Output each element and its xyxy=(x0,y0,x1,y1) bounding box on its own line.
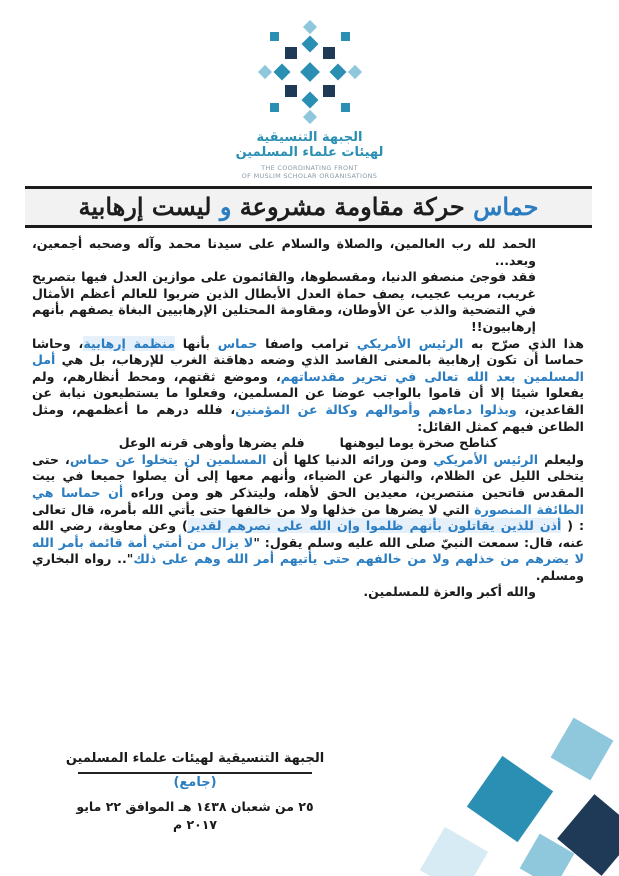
signature-date: ٢٥ من شعبان ١٤٣٨ هـ الموافق ٢٢ مايو ٢٠١٧ م xyxy=(76,799,314,832)
highlight-span: وبذلوا دماءهم وأموالهم وكالة عن المؤمنين xyxy=(235,401,517,417)
signature-short-name: (جامع) xyxy=(173,775,217,790)
org-name-ar-line1: الجبهة التنسيقية xyxy=(256,130,363,145)
body-paragraph-3 xyxy=(32,336,584,436)
highlight-span: الرئيس الأمريكي xyxy=(356,335,464,351)
quran-quote: أذن للذين يقاتلون بأنهم ظلموا وإن الله على نصرهم لقدير xyxy=(187,518,562,534)
org-name-en-line2: OF MUSLIM SCHOLAR ORGANISATIONS xyxy=(241,172,378,180)
highlight-span: حماس xyxy=(217,335,258,351)
org-name-ar-line2: لهيئات علماء المسلمين xyxy=(235,145,384,160)
closing-line: والله أكبر والعزة للمسلمين. xyxy=(363,584,536,600)
text-span: هذا الذي صرّح به xyxy=(463,335,585,351)
highlight-box-span: منظمة إرهابية xyxy=(83,335,175,351)
body-paragraph-2: فقد فوجئ منصفو الدنيا، ومقسطوها، والقائمون على موازين العدل فيها بتصريح غريب، مريب عجيب، يصف حماة العدل الأبطال الذين ضربوا للعالم أعظم الأمثال في التضحية والذب عن الأوطان، ومقاومة المحتلين الإرهابيين البغاة يصفهم بأنهم إرهابيون!! xyxy=(32,269,536,334)
text-span: ، حتى يتخلى الليل عن الظلام، والنهار عن الضياء، وأنهم معها إلى أن يصلوا جميعا في بيت المقدس فاتحين منتصرين، معيدين الحق لأهله، وليتذكر هو ومن وراءه xyxy=(32,451,584,500)
geometric-star-logo-icon xyxy=(256,20,364,124)
highlight-span: أن حماسا هي الطائفة المنصورة xyxy=(32,484,584,517)
title-part4: ليست إرهابية xyxy=(78,192,212,221)
corner-decoration-icon xyxy=(409,686,619,876)
signature-org: الجبهة التنسيقية لهيئات علماء المسلمين xyxy=(65,751,325,766)
poetry-verse: كناطح صخرة يوما ليوهنها فلم يضرها وأوهى قرنه الوعل xyxy=(118,435,498,451)
highlight-span: المسلمين لن يتخلوا عن حماس xyxy=(69,451,267,467)
highlight-span: أمل المسلمين بعد الله تعالى في تحرير مقدساتهم xyxy=(32,352,584,384)
text-span: التي لا يضرها من خذلها ولا من خالفها حتى يأتي الله بأمره، قال تعالى : ( xyxy=(32,501,585,534)
title-part3: و xyxy=(219,192,232,221)
text-span: ، فلله درهم ما أعظمهم، ومثل الطاعن فيهم كمثل القائل: xyxy=(32,401,584,434)
text-span: بأنها xyxy=(174,335,218,351)
statement-body xyxy=(32,236,584,601)
text-span: ، وحاشا حماسا أن تكون إرهابية بالمعنى الفاسد الذي وضعه دهاقنة الغرب للإرهاب، بل هي xyxy=(32,335,584,368)
title-part1: حماس xyxy=(473,192,539,221)
highlight-span: الرئيس الأمريكي xyxy=(433,451,539,467)
body-opening: الحمد لله رب العالمين، والصلاة والسلام على سيدنا محمد وآله وصحبه أجمعين، وبعد... xyxy=(32,236,536,268)
header-logo xyxy=(0,0,619,200)
text-span: وليعلم xyxy=(538,451,584,467)
text-span: ".. رواه البخاري ومسلم. xyxy=(32,551,584,583)
org-name-en-line1: THE COORDINATING FRONT xyxy=(261,164,358,172)
text-span: ترامب واصفا xyxy=(257,335,357,351)
text-span: ) وعن معاوية، رضي الله عنه، قال: سمعت النبيّ صلى الله عليه وسلم يقول: " xyxy=(32,518,585,550)
text-span: ومن ورائه الدنيا كلها أن xyxy=(266,451,434,467)
body-paragraph-4 xyxy=(32,452,584,585)
title-part2: حركة مقاومة مشروعة xyxy=(239,192,465,221)
document-title xyxy=(25,186,592,228)
text-span: ، وموضع ثقتهم، ومحط أنظارهم، ولم يفعلوا شيئا إلا أن قاموا بالواجب عوضا عن المسلمين، وفعلوا ما يستطيعون نيابة عن القاعدين، xyxy=(32,368,584,417)
hadith-quote: لا يزال من أمتي أمة قائمة بأمر الله لا يضرهم من خذلهم ولا من خالفهم حتى يأتيهم أمر الله وهم على ذلك xyxy=(32,534,584,567)
